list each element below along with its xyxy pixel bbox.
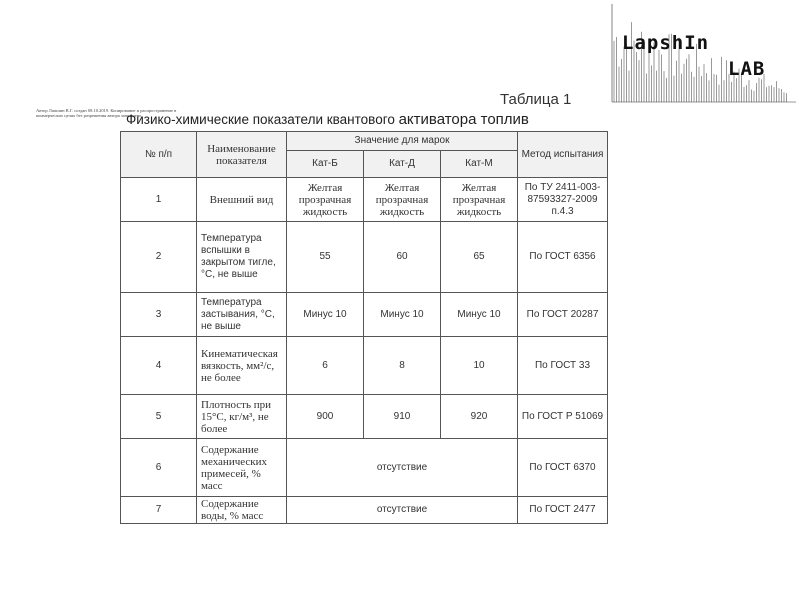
cell-value: 10 xyxy=(441,337,518,395)
table-title-part2: активатора топлив xyxy=(398,111,529,128)
table-row xyxy=(121,395,608,439)
cell-method: По ГОСТ 2477 xyxy=(518,497,608,524)
cell-num: 5 xyxy=(121,395,197,439)
header-brand: Кат-М xyxy=(441,151,518,178)
header-name: Наименование показателя xyxy=(197,132,287,178)
cell-value: 8 xyxy=(364,337,441,395)
cell-method: По ГОСТ Р 51069 xyxy=(518,395,608,439)
cell-value: 900 xyxy=(287,395,364,439)
cell-method: По ГОСТ 6370 xyxy=(518,439,608,497)
cell-method: По ГОСТ 33 xyxy=(518,337,608,395)
cell-num: 7 xyxy=(121,497,197,524)
cell-num: 1 xyxy=(121,178,197,222)
cell-value: 55 xyxy=(287,222,364,293)
cell-name: Кинематическая вязкость, мм²/с, не более xyxy=(197,337,287,395)
properties-table xyxy=(120,131,608,524)
header-method: Метод испытания xyxy=(518,132,608,178)
table-row xyxy=(121,178,608,222)
cell-value: Желтая прозрачная жидкость xyxy=(441,178,518,222)
logo-text-lapshin: LapshIn xyxy=(622,32,710,54)
table-title-part1: Физико-химические показатели квантового xyxy=(126,112,399,127)
cell-value: Минус 10 xyxy=(364,293,441,337)
cell-merged-value: отсутствие xyxy=(287,439,518,497)
cell-merged-value: отсутствие xyxy=(287,497,518,524)
cell-method: По ГОСТ 6356 xyxy=(518,222,608,293)
cell-value: Минус 10 xyxy=(441,293,518,337)
logo-caption: Автор Лапшин В.Г. создан 08.10.2019. Копирование и распространение в коммерческих целях без разрешения автора запрещено xyxy=(36,108,177,118)
cell-value: 60 xyxy=(364,222,441,293)
cell-value: Желтая прозрачная жидкость xyxy=(287,178,364,222)
table-caption: Таблица 1 xyxy=(500,91,572,108)
cell-num: 4 xyxy=(121,337,197,395)
cell-value: 6 xyxy=(287,337,364,395)
logo-text-lab: LAB xyxy=(728,58,766,80)
table-row xyxy=(121,337,608,395)
cell-value: Минус 10 xyxy=(287,293,364,337)
cell-name: Плотность при 15°С, кг/м³, не более xyxy=(197,395,287,439)
cell-method: По ГОСТ 20287 xyxy=(518,293,608,337)
cell-name: Температура вспышки в закрытом тигле, °С, не выше xyxy=(197,222,287,293)
header-brand: Кат-Б xyxy=(287,151,364,178)
cell-name: Содержание механических примесей, % масс xyxy=(197,439,287,497)
lapshin-lab-logo xyxy=(610,2,798,110)
cell-value: 920 xyxy=(441,395,518,439)
header-group: Значение для марок xyxy=(287,132,518,151)
cell-name: Содержание воды, % масс xyxy=(197,497,287,524)
cell-num: 3 xyxy=(121,293,197,337)
table-row xyxy=(121,439,608,497)
cell-name: Внешний вид xyxy=(197,178,287,222)
spectrum-graphic xyxy=(610,2,798,110)
table-title xyxy=(126,111,529,128)
cell-name: Температура застывания, °С, не выше xyxy=(197,293,287,337)
table-row xyxy=(121,497,608,524)
cell-value: 910 xyxy=(364,395,441,439)
table-row xyxy=(121,293,608,337)
table-row xyxy=(121,222,608,293)
cell-num: 6 xyxy=(121,439,197,497)
cell-method: По ТУ 2411-003-87593327-2009 п.4.3 xyxy=(518,178,608,222)
cell-value: 65 xyxy=(441,222,518,293)
cell-num: 2 xyxy=(121,222,197,293)
header-num: № п/п xyxy=(121,132,197,178)
header-row xyxy=(121,132,608,151)
header-brand: Кат-Д xyxy=(364,151,441,178)
cell-value: Желтая прозрачная жидкость xyxy=(364,178,441,222)
